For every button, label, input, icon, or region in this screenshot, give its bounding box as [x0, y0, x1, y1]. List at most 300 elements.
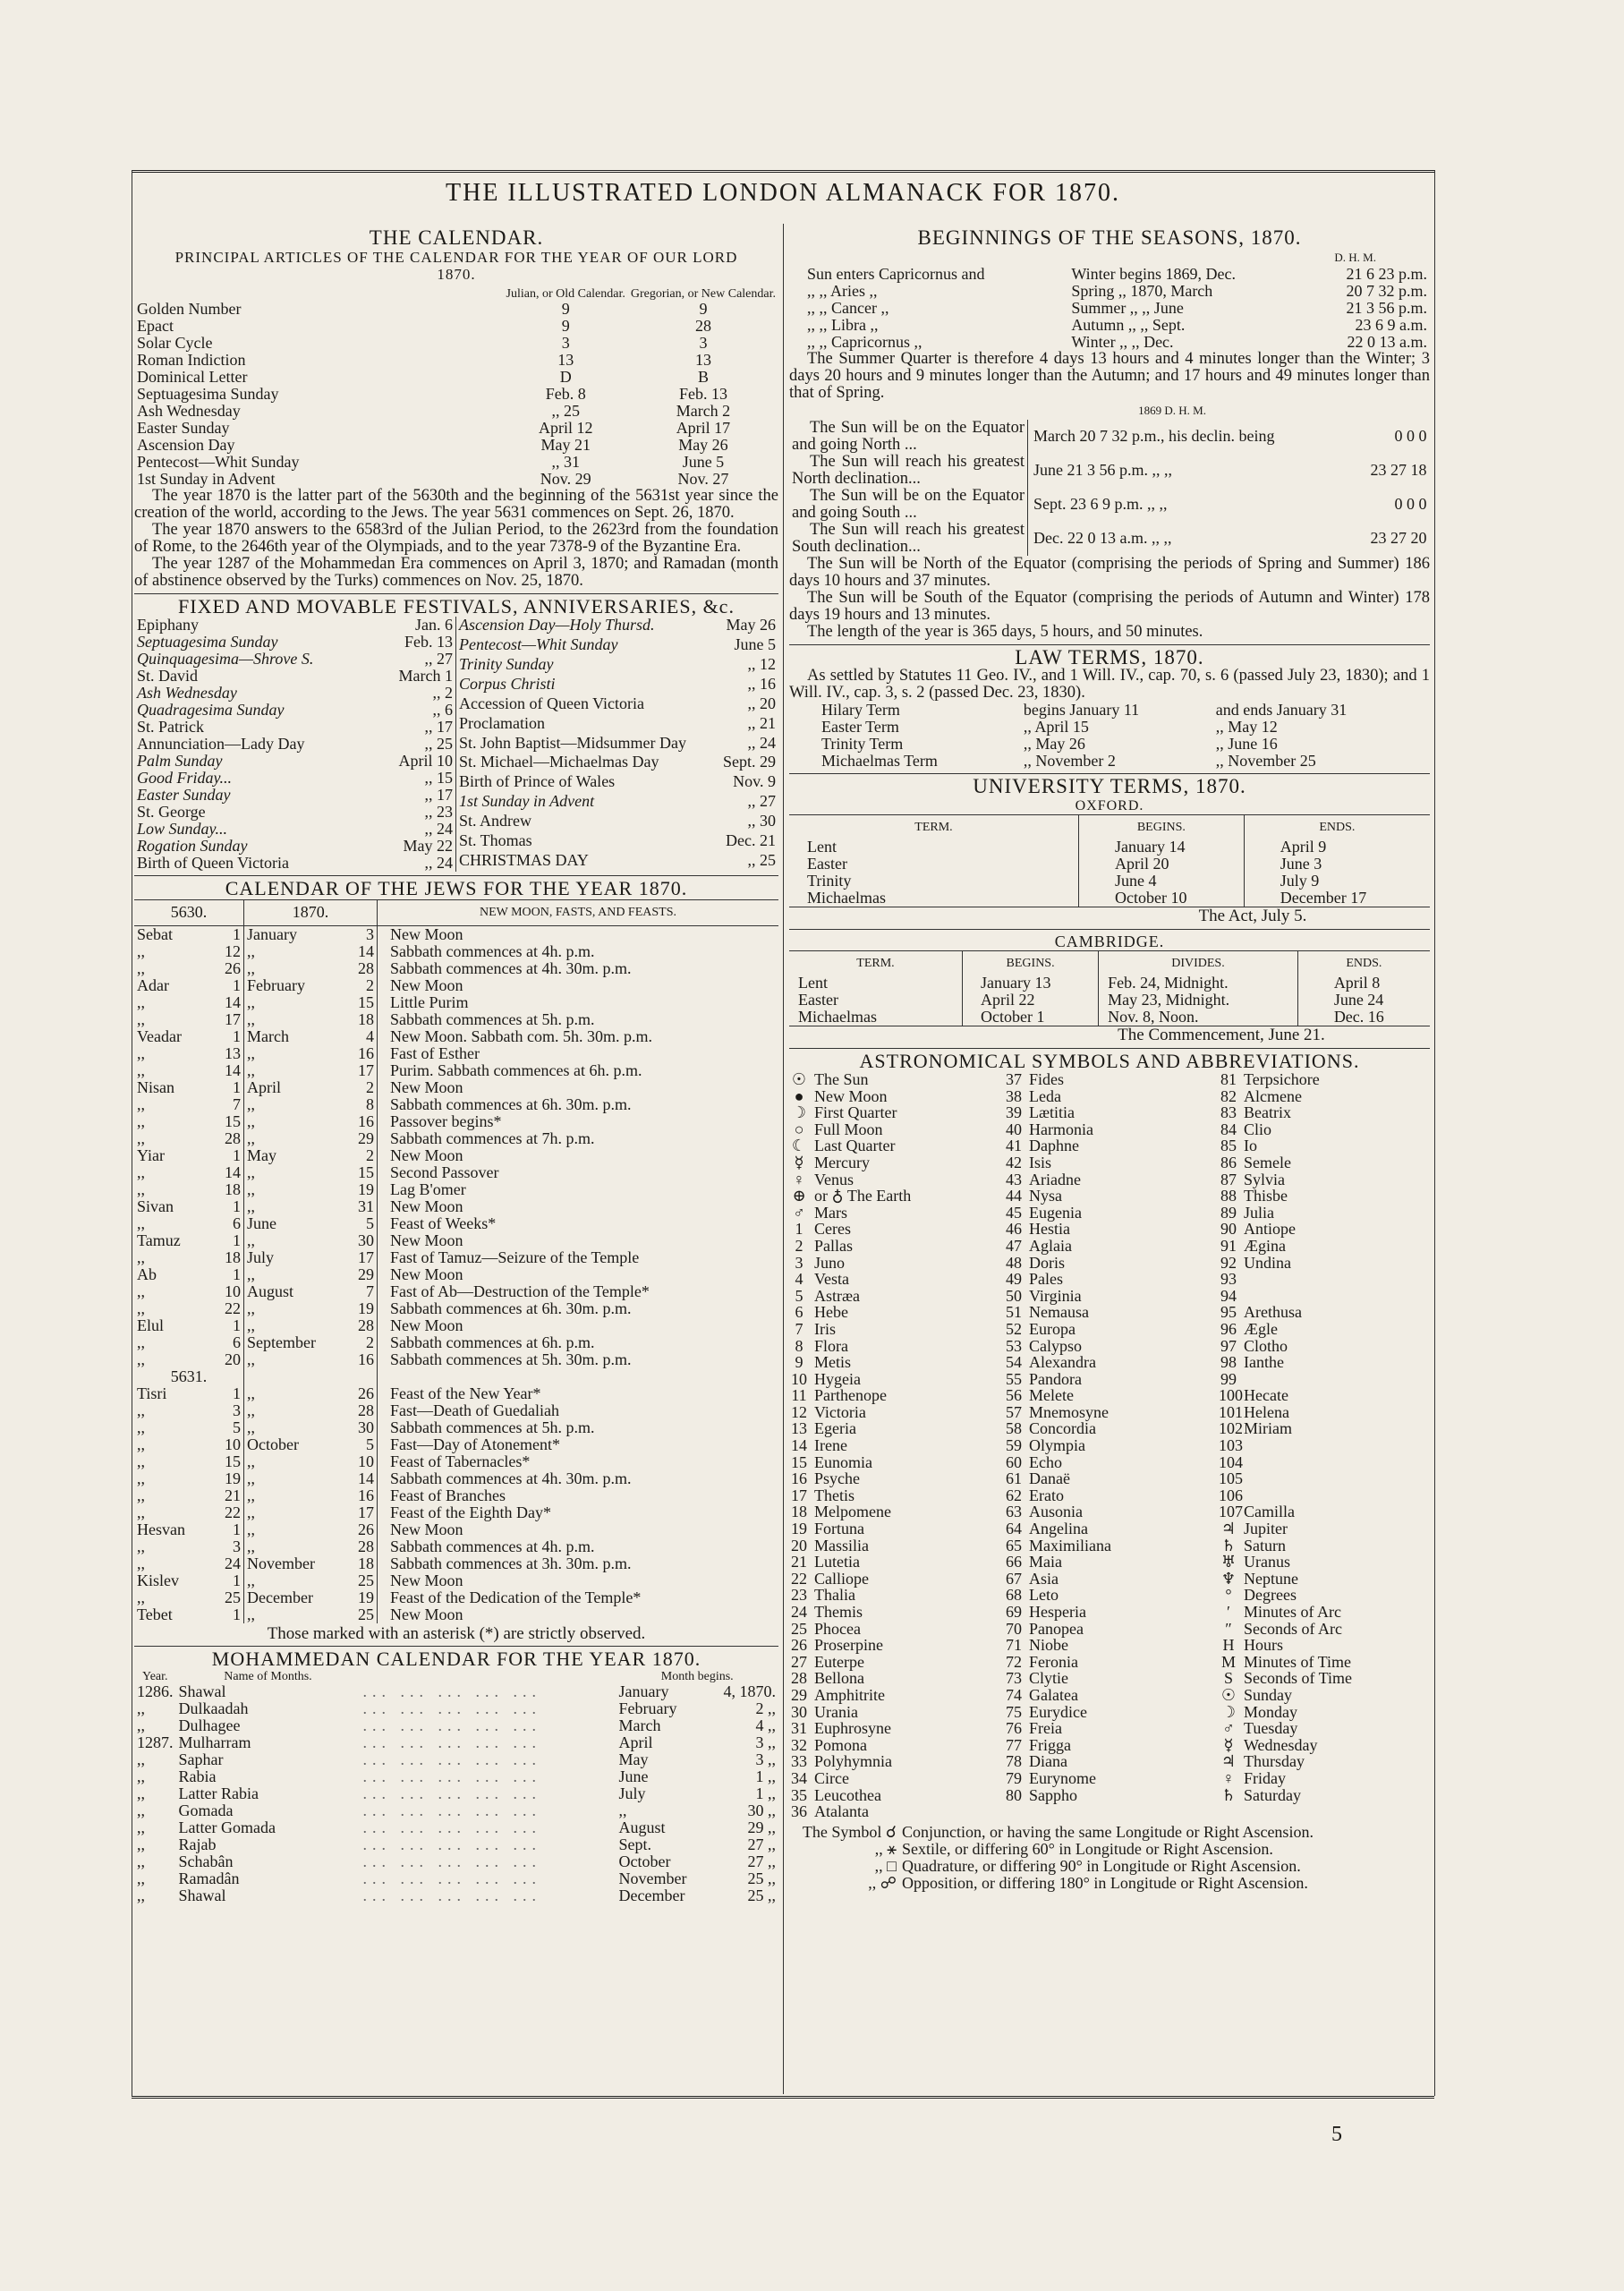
astro-name: Atalanta	[814, 1802, 869, 1821]
astro-name: Pandora	[1029, 1369, 1082, 1388]
civil-month: May	[247, 1146, 276, 1164]
astro-entry	[1004, 1304, 1219, 1321]
moham-begin-day: 3 ,,	[755, 1733, 776, 1751]
festival-name: Proclamation	[459, 713, 545, 732]
astro-foot-symbol: ,, ⚹	[874, 1839, 897, 1858]
astro-symbol: 72	[1006, 1652, 1022, 1671]
astro-name: Leucothea	[814, 1785, 881, 1804]
jews-row	[134, 1096, 778, 1113]
gregorian-value: 13	[694, 350, 711, 369]
civil-day: 10	[339, 1453, 378, 1470]
civil-day: 28	[339, 1538, 378, 1555]
astro-symbol: 5	[795, 1286, 803, 1305]
astro-name: Thursday	[1244, 1752, 1305, 1771]
astro-name: Juno	[814, 1253, 846, 1272]
civil-day: 19	[339, 1589, 378, 1606]
astro-symbol: 59	[1006, 1436, 1022, 1455]
astro-symbol: H	[1222, 1636, 1235, 1655]
decl-head: 1869 D. H. M.	[1138, 404, 1206, 417]
astro-name: Irene	[814, 1436, 847, 1455]
festival-name: St. David	[137, 667, 199, 685]
astro-name: Euphrosyne	[814, 1719, 891, 1738]
astro-table	[789, 1071, 1430, 1820]
astro-name: Fortuna	[814, 1520, 864, 1538]
law-term: Trinity Term	[821, 735, 904, 753]
jews-event: Fast of Ab—Destruction of the Temple*	[390, 1282, 650, 1300]
jews-col2: 1870.	[244, 899, 378, 925]
jews-event: Fast of Esther	[390, 1043, 480, 1062]
law-term: Easter Term	[821, 718, 899, 736]
astro-name	[1238, 1453, 1244, 1471]
calendar-subheading: PRINCIPAL ARTICLES OF THE CALENDAR FOR THE YEAR OF OUR LORD 1870.	[174, 248, 738, 283]
astro-entry	[1219, 1255, 1430, 1272]
astro-symbol: 11	[791, 1386, 807, 1405]
astro-heading: ASTRONOMICAL SYMBOLS AND ABBREVIATIONS.	[859, 1049, 1360, 1072]
astro-symbol: 17	[791, 1486, 807, 1504]
astro-symbol: 35	[791, 1785, 807, 1804]
astro-name: Uranus	[1244, 1553, 1290, 1571]
law-row	[803, 736, 1430, 753]
astro-entry	[1004, 1338, 1219, 1355]
astro-name: Niobe	[1029, 1636, 1068, 1655]
astro-entry	[1219, 1354, 1430, 1371]
astro-symbol: 90	[1220, 1220, 1237, 1239]
astro-symbol: ′	[1227, 1603, 1230, 1621]
dots: ... ... ... ... ...	[362, 1835, 541, 1853]
civil-month: ,,	[247, 1350, 255, 1368]
hebrew-month: ,,	[137, 1554, 145, 1572]
julian-value: ,, 25	[551, 401, 580, 420]
astro-name: Mars	[814, 1203, 847, 1222]
calendar-item: Septuagesima Sunday	[137, 384, 279, 403]
right-column	[789, 226, 1430, 1892]
calendar-item: Roman Indiction	[137, 350, 246, 369]
ox-end-date: June 3	[1280, 855, 1322, 873]
astro-symbol: 83	[1220, 1103, 1237, 1122]
astro-name: Friday	[1244, 1768, 1286, 1787]
astro-symbol: 48	[1006, 1253, 1022, 1272]
decl-desc: The Sun will be on the Equator and going South ...	[789, 488, 1028, 522]
astro-symbol: 88	[1220, 1187, 1237, 1205]
astro-symbol: 45	[1006, 1203, 1022, 1222]
astro-symbol: 106	[1219, 1486, 1243, 1504]
astro-entry	[789, 1288, 1004, 1305]
astro-entry	[789, 1687, 1004, 1704]
jews-row	[134, 1198, 778, 1215]
hebrew-month: ,,	[137, 941, 145, 960]
moham-year: ,,	[137, 1869, 145, 1887]
moham-month: Schabân	[178, 1852, 234, 1870]
astro-entry	[789, 1503, 1004, 1520]
astro-name: Circe	[814, 1768, 849, 1787]
jews-event: Sabbath commences at 3h. 30m. p.m.	[390, 1554, 632, 1572]
cam-term-name: Easter	[789, 992, 963, 1009]
season-row	[789, 334, 1430, 351]
calendar-item: Dominical Letter	[137, 367, 248, 386]
moham-begin-day: 1 ,,	[755, 1784, 776, 1802]
astro-foot-symbol: ,, ☍	[868, 1873, 897, 1892]
astro-name	[1238, 1370, 1244, 1388]
civil-day: 25	[339, 1606, 378, 1623]
astro-entry	[1219, 1137, 1430, 1154]
astro-foot-text: Conjunction, or having the same Longitude or Right Ascension.	[902, 1822, 1314, 1841]
astro-name: Semele	[1244, 1153, 1291, 1171]
moham-begin-month: May	[618, 1750, 649, 1768]
jews-event: Feast of Weeks*	[390, 1214, 497, 1232]
festival-name: Accession of Queen Victoria	[459, 694, 645, 712]
seasons-dhm: D. H. M.	[1334, 250, 1376, 264]
astro-entry	[789, 1803, 1004, 1820]
astro-symbol: 16	[791, 1469, 807, 1488]
dots: ... ... ... ... ...	[362, 1801, 541, 1819]
festival-row	[134, 753, 456, 770]
ox-end-date: July 9	[1280, 872, 1320, 890]
hebrew-day: 1	[202, 1028, 244, 1045]
decl-desc: The Sun will reach his greatest South declination...	[789, 522, 1028, 556]
astro-entry	[1219, 1520, 1430, 1537]
astro-entry	[789, 1587, 1004, 1604]
astro-name: Seconds of Time	[1244, 1669, 1353, 1688]
civil-day: 17	[339, 1062, 378, 1079]
astro-entry	[1004, 1503, 1219, 1520]
season-time: 23 6 9 a.m.	[1355, 316, 1427, 334]
gregorian-value: 3	[699, 333, 708, 352]
civil-month: March	[247, 1026, 289, 1045]
civil-month: September	[247, 1333, 316, 1351]
astro-symbol: 73	[1006, 1669, 1022, 1688]
festival-date: ,, 25	[747, 851, 776, 870]
decl-date: March 20 7 32 p.m., his declin. being	[1033, 427, 1275, 445]
moham-begin-day: 3 ,,	[755, 1750, 776, 1768]
dots: ... ... ... ... ...	[362, 1818, 541, 1836]
decl-angle: 23 27 20	[1370, 529, 1427, 547]
civil-month: ,,	[247, 1452, 255, 1470]
jews-row	[134, 943, 778, 960]
festival-date: ,, 6	[432, 701, 453, 719]
civil-month: ,,	[247, 1111, 255, 1130]
astro-symbol: 23	[791, 1586, 807, 1605]
astro-name: Astræa	[814, 1286, 860, 1305]
astro-entry	[1219, 1670, 1430, 1687]
season-sign: Sun enters Capricornus and	[807, 265, 985, 283]
festival-row	[134, 668, 456, 685]
astro-symbol: 24	[791, 1603, 807, 1621]
astro-symbol: 51	[1006, 1303, 1022, 1322]
civil-day: 8	[339, 1096, 378, 1113]
astro-symbol: 3	[795, 1253, 803, 1272]
hebrew-day: 10	[202, 1283, 244, 1300]
astro-entry	[1219, 1753, 1430, 1770]
calendar-row	[134, 420, 778, 437]
cam-term-name: Lent	[789, 975, 963, 992]
season-time: 22 0 13 a.m.	[1347, 333, 1427, 351]
jews-row	[134, 1164, 778, 1181]
astro-entry	[1219, 1238, 1430, 1255]
festival-row	[456, 715, 778, 735]
moham-month: Rajab	[178, 1835, 217, 1853]
astro-symbol: M	[1220, 1652, 1236, 1671]
astro-name: Iris	[814, 1319, 836, 1338]
astro-name: Pales	[1029, 1270, 1063, 1289]
astro-entry	[789, 1205, 1004, 1222]
astro-symbol: 9	[795, 1353, 803, 1372]
festival-date: ,, 17	[424, 718, 453, 736]
astro-name: Alcmene	[1244, 1086, 1302, 1105]
calendar-item: Pentecost—Whit Sunday	[137, 452, 300, 471]
astro-entry	[1219, 1503, 1430, 1520]
astro-name: Arethusa	[1244, 1303, 1302, 1322]
calendar-item: Golden Number	[137, 299, 242, 318]
astro-entry	[1004, 1071, 1219, 1088]
astro-entry	[789, 1255, 1004, 1272]
astro-name: Eugenia	[1029, 1203, 1082, 1222]
astro-symbol: 91	[1220, 1236, 1237, 1255]
astro-symbol: 41	[1006, 1137, 1022, 1155]
astro-name: Amphitrite	[814, 1685, 885, 1704]
calendar-paragraphs	[134, 488, 778, 590]
festival-name: Trinity Sunday	[459, 654, 554, 673]
astro-entry	[789, 1137, 1004, 1154]
moham-begin-day: 25 ,,	[747, 1886, 776, 1904]
astro-name: Victoria	[814, 1402, 866, 1421]
astro-name: Proserpine	[814, 1636, 883, 1655]
cam-term-name: Michaelmas	[789, 1009, 963, 1026]
julian-value: May 21	[540, 435, 591, 454]
oxford-row	[789, 856, 1430, 873]
astro-symbol: 31	[791, 1719, 807, 1738]
astro-entry	[789, 1221, 1004, 1238]
astro-symbol: 22	[791, 1569, 807, 1588]
astro-symbol: ♄	[1220, 1536, 1237, 1554]
astro-name: Ægle	[1244, 1319, 1278, 1338]
jews-row	[134, 1062, 778, 1079]
calendar-heading: THE CALENDAR.	[369, 226, 544, 249]
hebrew-day: 3	[202, 1402, 244, 1419]
festival-date: ,, 21	[747, 713, 776, 732]
hebrew-day: 20	[202, 1351, 244, 1368]
astro-symbol: °	[1225, 1586, 1232, 1605]
astro-name: Minutes of Time	[1244, 1652, 1352, 1671]
gregorian-value: April 17	[676, 418, 731, 437]
astro-footnote	[789, 1858, 1430, 1875]
cam-begin-date: October 1	[963, 1009, 1099, 1026]
jews-event: New Moon	[390, 1571, 463, 1589]
hebrew-month: ,,	[137, 1350, 145, 1368]
astro-symbol: 19	[791, 1520, 807, 1538]
jews-event: Sabbath commences at 6h. p.m.	[390, 1333, 595, 1351]
calendar-row	[134, 369, 778, 386]
astro-symbol: 44	[1006, 1187, 1022, 1205]
astro-symbol: 7	[795, 1319, 803, 1338]
astro-symbol: ♄	[1220, 1785, 1237, 1804]
astro-entry	[1219, 1737, 1430, 1754]
astro-name: Feronia	[1029, 1652, 1078, 1671]
astro-symbol: 98	[1220, 1353, 1237, 1372]
astro-symbol: 100	[1219, 1386, 1243, 1405]
astro-footnote	[789, 1841, 1430, 1858]
astro-entry	[1004, 1787, 1219, 1804]
astro-symbol: 52	[1006, 1319, 1022, 1338]
astro-entry	[789, 1304, 1004, 1321]
astro-foot-text: Sextile, or differing 60° in Longitude or Right Ascension.	[902, 1839, 1273, 1858]
festival-date: June 5	[734, 634, 776, 653]
moham-row	[134, 1819, 778, 1836]
jews-event: Sabbath commences at 4h. p.m.	[390, 941, 595, 960]
astro-symbol: 42	[1006, 1153, 1022, 1171]
astro-name: Pomona	[814, 1735, 868, 1754]
season-time: 21 3 56 p.m.	[1346, 299, 1427, 317]
civil-day: 2	[339, 1334, 378, 1351]
festival-date: Nov. 9	[733, 772, 776, 791]
astro-name: Io	[1244, 1137, 1257, 1155]
festival-name: Quadragesima Sunday	[137, 701, 285, 719]
civil-month: November	[247, 1554, 315, 1572]
moham-begin-day: 27 ,,	[747, 1835, 776, 1853]
astro-name: Leto	[1029, 1586, 1059, 1605]
festival-row	[134, 719, 456, 736]
jews-row	[134, 1266, 778, 1283]
civil-day: 5	[339, 1436, 378, 1453]
astro-symbol: 43	[1006, 1170, 1022, 1188]
jews-event: Little Purim	[390, 992, 469, 1011]
jews-row	[134, 1351, 778, 1368]
astro-entry	[1004, 1487, 1219, 1504]
hebrew-month: ,,	[137, 1111, 145, 1130]
univ-heading: UNIVERSITY TERMS, 1870.	[973, 775, 1246, 797]
civil-day: 18	[339, 1011, 378, 1028]
festival-date: April 10	[398, 752, 453, 770]
jews-row	[134, 1555, 778, 1572]
moham-row	[134, 1887, 778, 1904]
hebrew-month: Yiar	[137, 1146, 165, 1164]
astro-entry	[789, 1238, 1004, 1255]
festival-name: St. John Baptist—Midsummer Day	[459, 733, 687, 752]
seasons-table	[789, 266, 1430, 351]
festival-row	[456, 617, 778, 636]
ox-begin-date: October 10	[1079, 890, 1245, 907]
hebrew-month: ,,	[137, 1094, 145, 1113]
astro-entry	[1219, 1205, 1430, 1222]
astro-symbol: 18	[791, 1503, 807, 1521]
decl-date: June 21 3 56 p.m. ,, ,,	[1033, 461, 1172, 479]
astro-entry	[789, 1787, 1004, 1804]
civil-day: 29	[339, 1130, 378, 1147]
jews-event: New Moon	[390, 1146, 463, 1164]
astro-name: Miriam	[1244, 1419, 1292, 1438]
astro-symbol: 1	[795, 1220, 803, 1239]
astro-symbol: 62	[1006, 1486, 1022, 1504]
civil-day: 19	[339, 1300, 378, 1317]
civil-day: 30	[339, 1419, 378, 1436]
astro-entry	[1004, 1288, 1219, 1305]
astro-symbol: ♃	[1220, 1752, 1237, 1771]
civil-day: 26	[339, 1385, 378, 1402]
ox-ends: ENDS.	[1319, 820, 1356, 834]
astro-symbol: 34	[791, 1768, 807, 1787]
astro-name: Maximiliana	[1029, 1536, 1111, 1554]
astro-symbol: 107	[1219, 1503, 1243, 1521]
astro-name: Wednesday	[1244, 1735, 1318, 1754]
hebrew-day: 1	[202, 1572, 244, 1589]
astro-name	[1238, 1270, 1244, 1288]
astro-entry	[1004, 1238, 1219, 1255]
astro-name: New Moon	[814, 1086, 888, 1105]
civil-month: ,,	[247, 1180, 255, 1198]
jews-event: Feast of Tabernacles*	[390, 1452, 531, 1470]
festival-date: Sept. 29	[722, 753, 776, 771]
hebrew-day: 1	[202, 1198, 244, 1215]
festival-name: Easter Sunday	[137, 786, 231, 804]
astro-symbol: ●	[794, 1086, 804, 1105]
astro-symbol: 77	[1006, 1735, 1022, 1754]
astro-symbol: 79	[1006, 1768, 1022, 1787]
astro-entry	[1004, 1720, 1219, 1737]
festival-date: ,, 27	[424, 650, 453, 668]
hebrew-day: 17	[202, 1011, 244, 1028]
astro-name: Neptune	[1244, 1569, 1298, 1588]
hebrew-month: ,,	[137, 1333, 145, 1351]
astro-name: Minutes of Arc	[1244, 1603, 1341, 1621]
astro-entry	[1004, 1188, 1219, 1205]
cam-begin-date: January 13	[963, 975, 1099, 992]
hebrew-day: 3	[202, 1538, 244, 1555]
astro-symbol: 74	[1006, 1685, 1022, 1704]
jews-row	[134, 1147, 778, 1164]
civil-month: ,,	[247, 941, 255, 960]
astro-symbol: 82	[1220, 1086, 1237, 1105]
civil-day: 2	[339, 1147, 378, 1164]
astro-symbol: ♂	[793, 1203, 805, 1222]
jews-col1: 5630.	[134, 899, 244, 925]
law-begins: begins January 11	[1023, 701, 1140, 719]
astro-entry	[789, 1271, 1004, 1288]
jews-row	[134, 1011, 778, 1028]
astro-entry	[1219, 1787, 1430, 1804]
civil-month: ,,	[247, 1520, 255, 1538]
moham-year: ,,	[137, 1818, 145, 1836]
civil-day: 29	[339, 1266, 378, 1283]
astro-entry	[1219, 1288, 1430, 1305]
jews-event: Fast of Tamuz—Seizure of the Temple	[390, 1248, 640, 1266]
astro-symbol: 6	[795, 1303, 803, 1322]
ox-term-name: Easter	[789, 856, 1079, 873]
astro-name: Hebe	[814, 1303, 848, 1322]
astro-entry	[789, 1537, 1004, 1554]
astro-entry	[789, 1704, 1004, 1721]
astro-name: Ausonia	[1029, 1503, 1083, 1521]
civil-month: ,,	[247, 1163, 255, 1181]
astro-symbol: 103	[1219, 1436, 1243, 1455]
astro-symbol: 61	[1006, 1469, 1022, 1488]
astro-symbol: 69	[1006, 1603, 1022, 1621]
jews-event: Sabbath commences at 4h. p.m.	[390, 1537, 595, 1555]
astro-name: Hours	[1244, 1636, 1283, 1655]
hebrew-day: 22	[202, 1300, 244, 1317]
civil-month: April	[247, 1077, 281, 1096]
astro-symbol: 95	[1220, 1303, 1237, 1322]
jews-event: New Moon	[390, 1231, 463, 1249]
jews-event: Sabbath commences at 4h. 30m. p.m.	[390, 1469, 632, 1487]
astro-entry	[1219, 1604, 1430, 1621]
festivals-heading: FIXED AND MOVABLE FESTIVALS, ANNIVERSARIES, &c.	[178, 594, 735, 617]
festival-date: Feb. 13	[404, 633, 453, 651]
festival-row	[134, 634, 456, 651]
astro-entry	[1219, 1621, 1430, 1638]
astro-entry	[1004, 1687, 1219, 1704]
astro-entry	[1004, 1088, 1219, 1105]
civil-day: 26	[339, 1521, 378, 1538]
festival-row	[456, 656, 778, 676]
